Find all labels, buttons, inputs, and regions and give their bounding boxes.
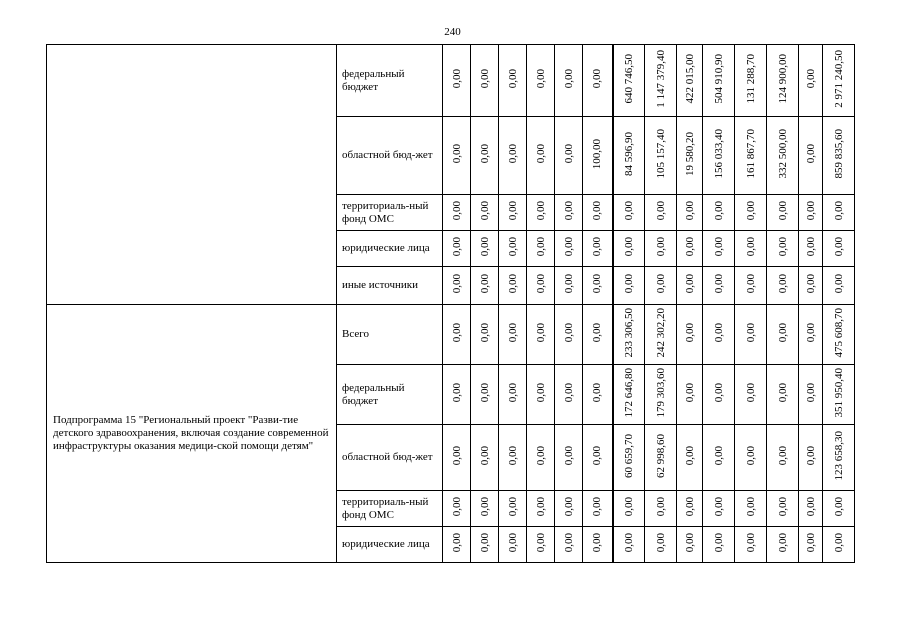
- value-text: 0,00: [562, 69, 575, 89]
- value-text: 0,00: [776, 533, 789, 553]
- value-text: 0,00: [478, 274, 491, 294]
- funding-source-cell: юридические лица: [337, 231, 443, 267]
- value-cell: [443, 195, 471, 231]
- value-text: 60 659,70: [622, 434, 635, 478]
- value-text: 0,00: [562, 533, 575, 553]
- value-text: 0,00: [683, 383, 696, 403]
- value-cell: [527, 267, 555, 305]
- value-text: 0,00: [478, 497, 491, 517]
- value-cell: [767, 231, 799, 267]
- value-text: 0,00: [478, 201, 491, 221]
- value-text: 0,00: [712, 533, 725, 553]
- value-cell: [527, 425, 555, 491]
- value-cell: [583, 267, 613, 305]
- funding-source-cell: территориаль-ный фонд ОМС: [337, 491, 443, 527]
- program-name-cell: [47, 45, 337, 305]
- value-text: 0,00: [478, 144, 491, 164]
- value-cell: [677, 365, 703, 425]
- value-text: 0,00: [534, 383, 547, 403]
- value-text: 161 867,70: [744, 129, 757, 179]
- value-text: 0,00: [744, 201, 757, 221]
- value-cell: [767, 365, 799, 425]
- value-cell: [645, 305, 677, 365]
- value-cell: [677, 305, 703, 365]
- value-text: 0,00: [478, 383, 491, 403]
- value-cell: [645, 117, 677, 195]
- value-text: 0,00: [591, 446, 604, 466]
- value-text: 0,00: [832, 533, 845, 553]
- value-cell: [443, 365, 471, 425]
- value-cell: [799, 195, 823, 231]
- value-cell: [471, 195, 499, 231]
- value-text: 0,00: [591, 274, 604, 294]
- value-cell: [645, 45, 677, 117]
- value-text: 332 500,00: [776, 129, 789, 179]
- value-text: 0,00: [654, 237, 667, 257]
- value-cell: [703, 195, 735, 231]
- value-text: 0,00: [450, 323, 463, 343]
- value-text: 100,00: [591, 138, 604, 170]
- value-cell: [443, 267, 471, 305]
- value-cell: [799, 267, 823, 305]
- value-text: 0,00: [534, 237, 547, 257]
- value-text: 0,00: [534, 201, 547, 221]
- value-cell: [677, 267, 703, 305]
- value-cell: [583, 117, 613, 195]
- value-cell: [555, 425, 583, 491]
- value-cell: [613, 491, 645, 527]
- value-cell: [527, 491, 555, 527]
- value-text: 0,00: [683, 497, 696, 517]
- value-cell: [613, 305, 645, 365]
- value-cell: [677, 425, 703, 491]
- value-cell: [499, 195, 527, 231]
- value-text: 0,00: [591, 533, 604, 553]
- value-cell: [499, 425, 527, 491]
- value-text: 0,00: [478, 69, 491, 89]
- value-text: 0,00: [534, 144, 547, 164]
- value-cell: [823, 231, 855, 267]
- value-cell: [799, 305, 823, 365]
- funding-source-cell: федеральный бюджет: [337, 45, 443, 117]
- value-cell: [583, 365, 613, 425]
- value-text: 0,00: [562, 446, 575, 466]
- value-text: 0,00: [683, 446, 696, 466]
- value-text: 0,00: [804, 323, 817, 343]
- value-cell: [703, 425, 735, 491]
- value-text: 0,00: [562, 323, 575, 343]
- value-cell: [583, 195, 613, 231]
- value-text: 0,00: [506, 237, 519, 257]
- value-cell: [677, 231, 703, 267]
- value-cell: [555, 491, 583, 527]
- value-text: 0,00: [804, 237, 817, 257]
- value-cell: [735, 231, 767, 267]
- value-text: 0,00: [744, 497, 757, 517]
- value-text: 0,00: [712, 446, 725, 466]
- value-cell: [677, 527, 703, 563]
- value-cell: [823, 527, 855, 563]
- value-text: 0,00: [804, 144, 817, 164]
- value-text: 0,00: [776, 323, 789, 343]
- value-cell: [703, 365, 735, 425]
- value-text: 0,00: [776, 274, 789, 294]
- value-text: 0,00: [534, 497, 547, 517]
- value-cell: [677, 117, 703, 195]
- value-text: 0,00: [591, 383, 604, 403]
- value-text: 0,00: [712, 274, 725, 294]
- value-cell: [613, 365, 645, 425]
- value-text: 0,00: [832, 201, 845, 221]
- value-text: 0,00: [562, 383, 575, 403]
- value-cell: [443, 527, 471, 563]
- value-text: 0,00: [712, 497, 725, 517]
- value-cell: [613, 527, 645, 563]
- value-text: 0,00: [776, 201, 789, 221]
- value-text: 0,00: [712, 383, 725, 403]
- value-cell: [677, 491, 703, 527]
- value-cell: [443, 231, 471, 267]
- value-cell: [527, 195, 555, 231]
- value-text: 0,00: [832, 274, 845, 294]
- funding-source-cell: иные источники: [337, 267, 443, 305]
- value-cell: [527, 117, 555, 195]
- value-text: 0,00: [776, 383, 789, 403]
- value-cell: [823, 491, 855, 527]
- value-cell: [767, 117, 799, 195]
- program-name-cell: Подпрограмма 15 "Региональный проект "Разви-тие детского здравоохранения, включая создание современной инфраструктуры оказания медици-ской помощи детям": [47, 305, 337, 563]
- value-cell: [499, 45, 527, 117]
- value-text: 0,00: [478, 533, 491, 553]
- value-text: 0,00: [683, 323, 696, 343]
- value-cell: [583, 231, 613, 267]
- table-body: [47, 45, 855, 563]
- value-cell: [555, 195, 583, 231]
- value-text: 0,00: [744, 274, 757, 294]
- value-cell: [703, 527, 735, 563]
- value-cell: [645, 195, 677, 231]
- value-text: 0,00: [450, 201, 463, 221]
- value-cell: [735, 365, 767, 425]
- value-cell: [613, 231, 645, 267]
- value-text: 0,00: [804, 201, 817, 221]
- value-cell: [583, 491, 613, 527]
- value-text: 0,00: [591, 69, 604, 89]
- value-cell: [823, 305, 855, 365]
- value-text: 0,00: [744, 237, 757, 257]
- value-cell: [735, 527, 767, 563]
- value-text: 105 157,40: [654, 129, 667, 179]
- value-text: 0,00: [804, 274, 817, 294]
- value-cell: [823, 267, 855, 305]
- value-cell: [767, 195, 799, 231]
- value-text: 0,00: [562, 497, 575, 517]
- value-cell: [823, 425, 855, 491]
- value-cell: [471, 117, 499, 195]
- value-cell: [443, 425, 471, 491]
- value-cell: [799, 491, 823, 527]
- value-text: 0,00: [683, 201, 696, 221]
- value-text: 0,00: [450, 237, 463, 257]
- value-cell: [583, 305, 613, 365]
- value-cell: [471, 45, 499, 117]
- value-text: 0,00: [562, 274, 575, 294]
- value-cell: [443, 491, 471, 527]
- value-cell: [767, 425, 799, 491]
- value-cell: [613, 117, 645, 195]
- value-cell: [555, 267, 583, 305]
- value-text: 0,00: [450, 144, 463, 164]
- value-cell: [767, 45, 799, 117]
- value-text: 0,00: [506, 144, 519, 164]
- value-text: 0,00: [562, 144, 575, 164]
- value-cell: [799, 231, 823, 267]
- value-cell: [499, 491, 527, 527]
- value-text: 0,00: [506, 383, 519, 403]
- value-cell: [613, 267, 645, 305]
- value-cell: [823, 45, 855, 117]
- funding-source-cell: федеральный бюджет: [337, 365, 443, 425]
- value-cell: [767, 305, 799, 365]
- funding-source-cell: юридические лица: [337, 527, 443, 563]
- value-cell: [555, 527, 583, 563]
- value-text: 475 608,70: [832, 308, 845, 358]
- value-text: 0,00: [804, 69, 817, 89]
- value-text: 859 835,60: [832, 129, 845, 179]
- value-cell: [499, 231, 527, 267]
- value-text: 0,00: [591, 497, 604, 517]
- funding-source-cell: областной бюд-жет: [337, 117, 443, 195]
- value-text: 0,00: [622, 237, 635, 257]
- value-text: 233 306,50: [622, 308, 635, 358]
- value-text: 172 646,80: [622, 368, 635, 418]
- value-text: 0,00: [506, 533, 519, 553]
- value-text: 0,00: [654, 201, 667, 221]
- value-text: 0,00: [450, 274, 463, 294]
- value-cell: [527, 365, 555, 425]
- value-text: 0,00: [622, 497, 635, 517]
- value-cell: [799, 365, 823, 425]
- value-text: 0,00: [478, 237, 491, 257]
- value-cell: [677, 195, 703, 231]
- value-text: 0,00: [744, 323, 757, 343]
- value-text: 504 910,90: [712, 54, 725, 104]
- value-cell: [527, 305, 555, 365]
- value-text: 156 033,40: [712, 129, 725, 179]
- value-cell: [527, 231, 555, 267]
- value-text: 640 746,50: [622, 54, 635, 104]
- value-cell: [583, 527, 613, 563]
- value-text: 0,00: [776, 237, 789, 257]
- value-cell: [471, 365, 499, 425]
- value-text: 0,00: [534, 323, 547, 343]
- value-text: 0,00: [776, 497, 789, 517]
- value-cell: [555, 365, 583, 425]
- value-cell: [703, 45, 735, 117]
- value-text: 422 015,00: [683, 54, 696, 104]
- value-cell: [443, 305, 471, 365]
- value-text: 0,00: [622, 201, 635, 221]
- value-cell: [799, 527, 823, 563]
- value-cell: [471, 267, 499, 305]
- value-text: 0,00: [804, 446, 817, 466]
- value-cell: [555, 117, 583, 195]
- value-text: 0,00: [804, 497, 817, 517]
- value-text: 0,00: [832, 497, 845, 517]
- value-text: 19 580,20: [683, 132, 696, 176]
- value-text: 0,00: [450, 497, 463, 517]
- value-cell: [527, 527, 555, 563]
- value-cell: [645, 527, 677, 563]
- value-text: 0,00: [804, 383, 817, 403]
- value-text: 242 302,20: [654, 308, 667, 358]
- value-text: 1 147 379,40: [654, 50, 667, 108]
- value-text: 2 971 240,50: [832, 50, 845, 108]
- value-text: 0,00: [683, 274, 696, 294]
- value-cell: [613, 425, 645, 491]
- value-text: 0,00: [683, 533, 696, 553]
- value-cell: [471, 305, 499, 365]
- value-cell: [499, 117, 527, 195]
- value-cell: [499, 305, 527, 365]
- value-cell: [613, 195, 645, 231]
- value-cell: [555, 305, 583, 365]
- funding-source-cell: Всего: [337, 305, 443, 365]
- value-cell: [823, 365, 855, 425]
- value-text: 0,00: [534, 446, 547, 466]
- value-text: 0,00: [712, 201, 725, 221]
- value-cell: [703, 305, 735, 365]
- value-cell: [767, 491, 799, 527]
- value-cell: [471, 527, 499, 563]
- value-text: 0,00: [506, 274, 519, 294]
- value-text: 0,00: [712, 323, 725, 343]
- value-cell: [703, 231, 735, 267]
- value-text: 0,00: [622, 533, 635, 553]
- value-cell: [735, 425, 767, 491]
- value-text: 0,00: [744, 446, 757, 466]
- value-text: 0,00: [506, 201, 519, 221]
- value-cell: [645, 365, 677, 425]
- value-text: 0,00: [712, 237, 725, 257]
- value-text: 0,00: [804, 533, 817, 553]
- value-cell: [471, 231, 499, 267]
- value-text: 0,00: [591, 237, 604, 257]
- value-cell: [735, 45, 767, 117]
- value-cell: [555, 45, 583, 117]
- value-cell: [799, 45, 823, 117]
- value-text: 0,00: [591, 323, 604, 343]
- value-text: 131 288,70: [744, 54, 757, 104]
- value-cell: [613, 45, 645, 117]
- value-text: 0,00: [506, 323, 519, 343]
- value-cell: [471, 425, 499, 491]
- value-cell: [767, 267, 799, 305]
- value-text: 0,00: [450, 446, 463, 466]
- value-text: 0,00: [534, 274, 547, 294]
- value-text: 124 900,00: [776, 54, 789, 104]
- value-cell: [703, 491, 735, 527]
- table-row: [47, 305, 855, 365]
- value-text: 0,00: [654, 497, 667, 517]
- value-text: 0,00: [654, 533, 667, 553]
- value-text: 0,00: [450, 533, 463, 553]
- value-cell: [735, 305, 767, 365]
- value-text: 0,00: [506, 497, 519, 517]
- value-cell: [645, 231, 677, 267]
- value-cell: [499, 527, 527, 563]
- value-text: 0,00: [534, 533, 547, 553]
- value-text: 0,00: [622, 274, 635, 294]
- value-text: 0,00: [562, 201, 575, 221]
- value-cell: [799, 425, 823, 491]
- value-text: 0,00: [534, 69, 547, 89]
- value-text: 0,00: [450, 69, 463, 89]
- value-text: 0,00: [478, 323, 491, 343]
- value-cell: [823, 195, 855, 231]
- value-text: 0,00: [744, 383, 757, 403]
- value-text: 0,00: [591, 201, 604, 221]
- value-text: 0,00: [478, 446, 491, 466]
- value-cell: [735, 491, 767, 527]
- funding-source-cell: областной бюд-жет: [337, 425, 443, 491]
- value-text: 0,00: [776, 446, 789, 466]
- value-cell: [767, 527, 799, 563]
- value-cell: [735, 117, 767, 195]
- value-text: 62 998,60: [654, 434, 667, 478]
- value-text: 0,00: [744, 533, 757, 553]
- value-text: 351 950,40: [832, 368, 845, 418]
- value-cell: [645, 425, 677, 491]
- value-text: 84 596,90: [622, 132, 635, 176]
- value-cell: [735, 267, 767, 305]
- value-text: 0,00: [832, 237, 845, 257]
- value-text: 123 658,30: [832, 431, 845, 481]
- value-cell: [703, 117, 735, 195]
- funding-source-cell: территориаль-ный фонд ОМС: [337, 195, 443, 231]
- table-row: [47, 45, 855, 117]
- value-text: 0,00: [450, 383, 463, 403]
- value-cell: [645, 267, 677, 305]
- value-cell: [499, 365, 527, 425]
- value-text: 0,00: [683, 237, 696, 257]
- value-cell: [555, 231, 583, 267]
- value-cell: [471, 491, 499, 527]
- value-cell: [703, 267, 735, 305]
- value-cell: [443, 45, 471, 117]
- value-cell: [823, 117, 855, 195]
- value-cell: [583, 425, 613, 491]
- budget-table: [46, 44, 855, 563]
- value-cell: [645, 491, 677, 527]
- value-text: 179 303,60: [654, 368, 667, 418]
- value-cell: [735, 195, 767, 231]
- value-text: 0,00: [654, 274, 667, 294]
- value-cell: [499, 267, 527, 305]
- value-cell: [443, 117, 471, 195]
- value-cell: [799, 117, 823, 195]
- value-cell: [527, 45, 555, 117]
- page-number: 240: [444, 26, 461, 38]
- value-text: 0,00: [506, 446, 519, 466]
- value-text: 0,00: [562, 237, 575, 257]
- value-text: 0,00: [506, 69, 519, 89]
- value-cell: [583, 45, 613, 117]
- value-cell: [677, 45, 703, 117]
